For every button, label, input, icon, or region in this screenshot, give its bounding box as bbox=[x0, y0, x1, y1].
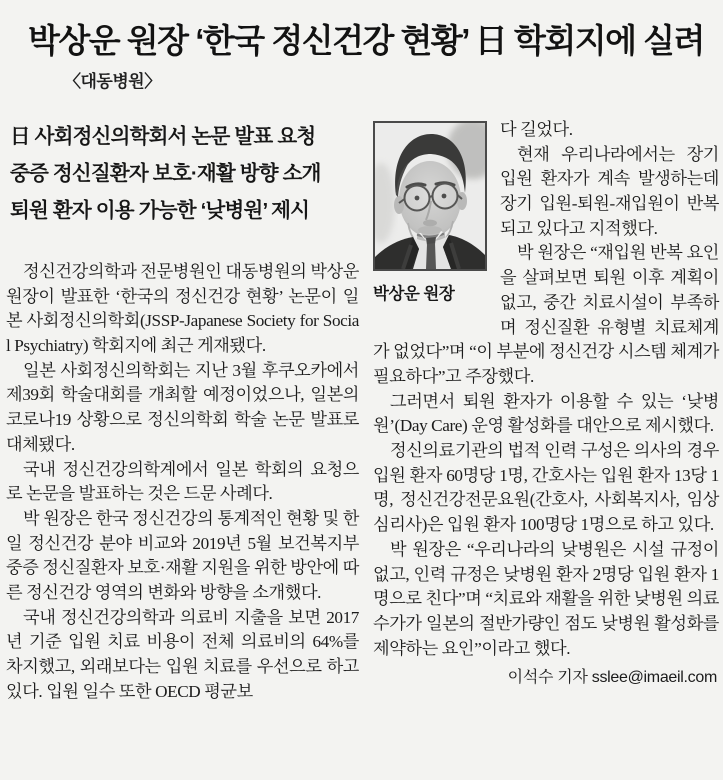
byline: 이석수 기자 sslee@imaeil.com bbox=[507, 669, 717, 687]
subheadline-line: 퇴원 환자 이용 가능한 ‘낮병원’ 제시 bbox=[10, 198, 310, 222]
body-paragraph: 국내 정신건강의학계에서 일본 학회의 요청으로 논문을 발표하는 것은 드문 사례다. bbox=[6, 459, 359, 504]
body-paragraph: 박 원장은 한국 정신건강의 통계적인 현황 및 한일 정신건강 분야 비교와 2019년 5월 보건복지부 중증 정신질환자 보호·재활 지원을 위한 방안에 따른 정신건강 영역의 변화와 방향을 소개했다. bbox=[6, 508, 359, 603]
body-paragraph: 정신의료기관의 법적 인력 구성은 의사의 경우 입원 환자 60명당 1명, 간호사는 입원 환자 13당 1명, 정신건강전문요원(간호사, 사회복지사, 임상심리사)은 입원 환자 100명당 1명으로 하고 있다. bbox=[373, 441, 719, 535]
left-column bbox=[6, 118, 359, 705]
body-paragraph: 박 원장은 “재입원 반복 요인을 살펴보면 퇴원 이후 계획이 없고, 중간 치료시설이 부족하며 정신질환 유형별 치료체계가 없었다”며 “이 부분에 정신건강 시스템 체계가 필요하다”고 주장했다. bbox=[373, 243, 719, 386]
photo-caption: 박상운 원장 bbox=[373, 284, 455, 303]
subheadline-line: 중증 정신질환자 보호·재활 방향 소개 bbox=[10, 161, 321, 185]
portrait-image bbox=[373, 121, 487, 271]
body-paragraph: 박 원장은 “우리나라의 낮병원은 시설 규정이 없고, 인력 규정은 낮병원 환자 2명당 입원 환자 1명으로 친다”며 “치료와 재활을 위한 낮병원 의료수가가 일본의 절반가량인 점도 낮병원 활성화를 제약하는 요인”이라고 했다. bbox=[373, 539, 719, 658]
body-paragraph: 정신건강의학과 전문병원인 대동병원의 박상운 원장이 발표한 ‘한국의 정신건강 현황’ 논문이 일본 사회정신의학회(JSSP-Japanese Society for Social Psychiatry) 학회지에 최근 게재됐다. bbox=[6, 261, 359, 356]
portrait-photo bbox=[373, 121, 487, 304]
body-paragraph: 현재 우리나라에서는 장기 입원 환자가 계속 발생하는데 장기 입원-퇴원-재입원이 반복되고 있다고 지적했다. bbox=[500, 144, 719, 238]
right-column bbox=[373, 118, 719, 705]
subheadline-line: 日 사회정신의학회서 논문 발표 요청 bbox=[10, 124, 316, 148]
hospital-tag: 〈대동병원〉 bbox=[64, 71, 161, 91]
body-paragraph: 다 길었다. bbox=[500, 119, 573, 139]
body-paragraph: 국내 정신건강의학과 의료비 지출을 보면 2017년 기준 입원 치료 비용이 전체 의료비의 64%를 차지했고, 외래보다는 입원 치료를 우선으로 하고 있다. 입원 일수 또한 OECD 평균보 bbox=[6, 607, 359, 701]
body-paragraph: 일본 사회정신의학회는 지난 3월 후쿠오카에서 제39회 학술대회를 개최할 예정이었으나, 일본의 코로나19 상황으로 정신의학회 학술 논문 발표로 대체됐다. bbox=[6, 360, 359, 454]
article-headline: 박상운 원장 ‘한국 정신건강 현황’ 日 학회지에 실려 bbox=[28, 22, 704, 59]
left-column-text bbox=[6, 260, 359, 705]
article-body bbox=[0, 92, 723, 705]
subheadline-block bbox=[6, 118, 359, 229]
body-paragraph: 그러면서 퇴원 환자가 이용할 수 있는 ‘낮병원’(Day Care) 운영 활성화를 대안으로 제시했다. bbox=[373, 391, 719, 436]
